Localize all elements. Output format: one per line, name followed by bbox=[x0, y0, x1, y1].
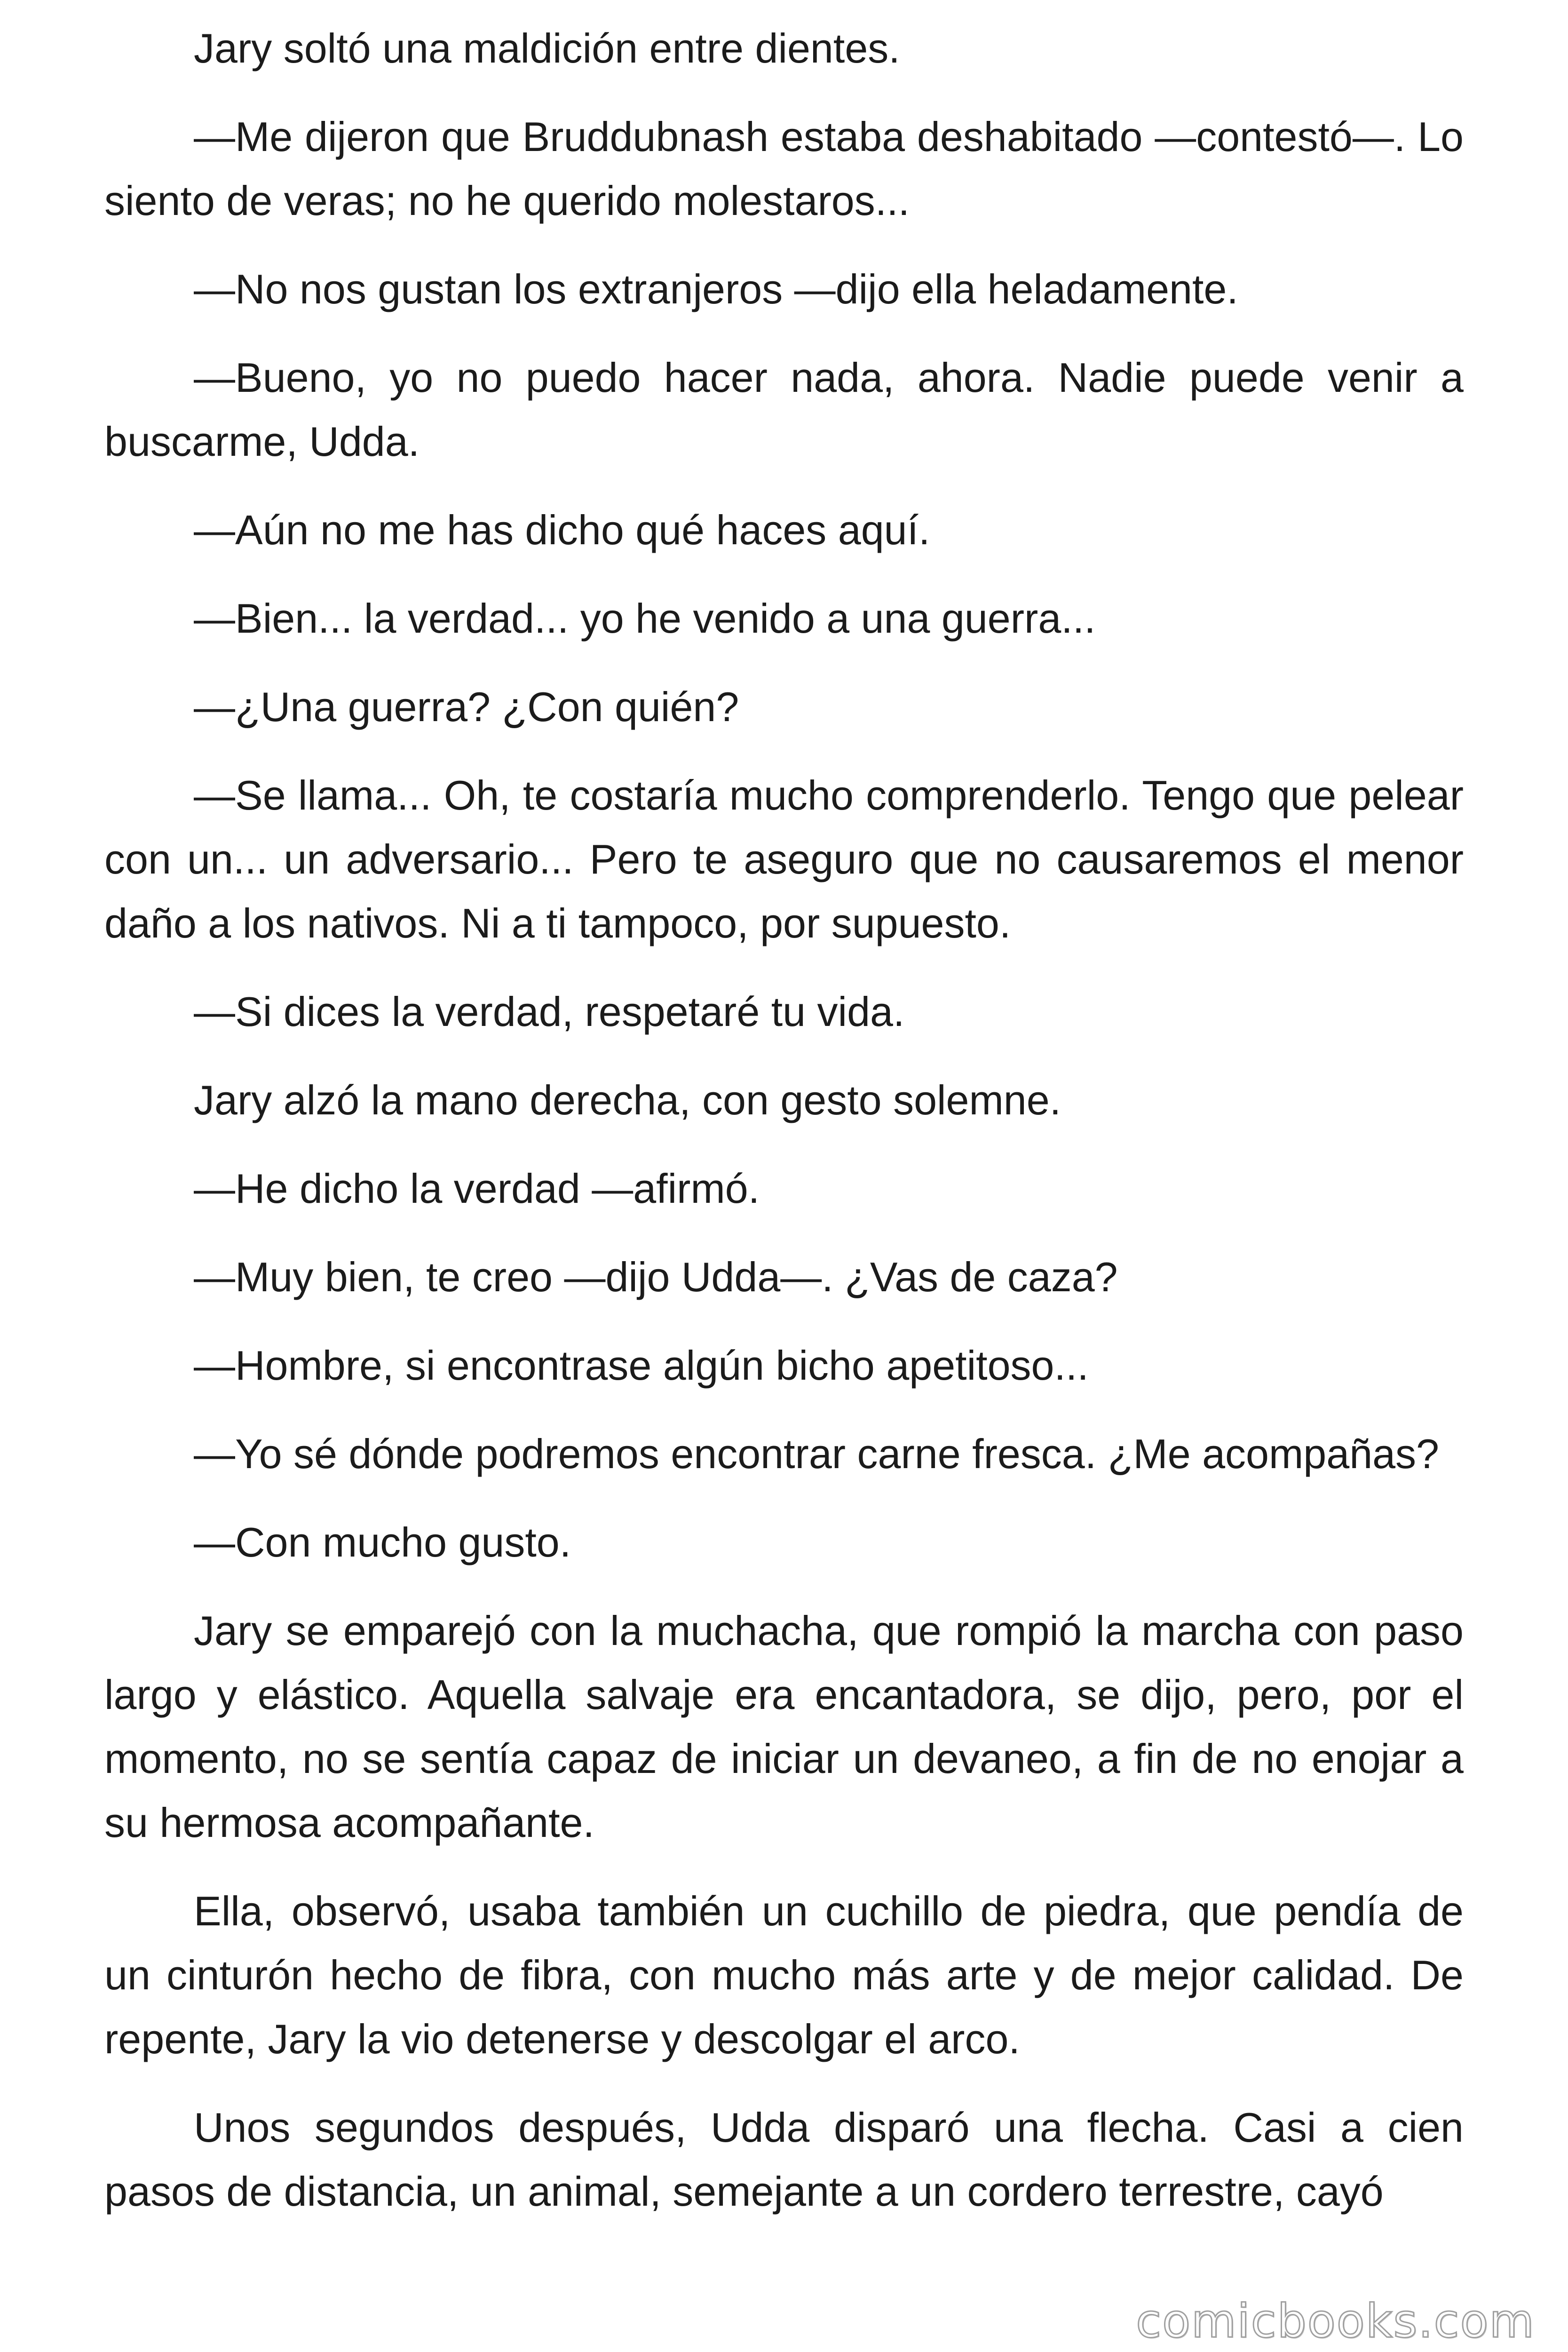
paragraph: —¿Una guerra? ¿Con quién? bbox=[194, 683, 739, 730]
site-watermark: comicbooks.com bbox=[1136, 2295, 1535, 2348]
paragraph: Jary soltó una maldición entre dientes. bbox=[194, 25, 900, 72]
paragraph: —Bien... la verdad... yo he venido a una guerra... bbox=[194, 595, 1096, 642]
paragraph: —Me dijeron que Bruddubnash estaba deshabitado —contestó—. Lo siento de veras; no he querido molestaros... bbox=[104, 113, 1464, 224]
paragraph: —He dicho la verdad —afirmó. bbox=[194, 1165, 760, 1212]
page-body-text bbox=[104, 16, 1464, 2248]
paragraph: —Si dices la verdad, respetaré tu vida. bbox=[194, 988, 905, 1035]
paragraph: —No nos gustan los extranjeros —dijo ella heladamente. bbox=[194, 266, 1238, 312]
paragraph: Unos segundos después, Udda disparó una flecha. Casi a cien pasos de distancia, un animal, semejante a un cordero terrestre, cayó bbox=[104, 2104, 1464, 2215]
paragraph: Ella, observó, usaba también un cuchillo de piedra, que pendía de un cinturón hecho de fibra, con mucho más arte y de mejor calidad. De repente, Jary la vio detenerse y descolgar el arco. bbox=[104, 1888, 1464, 2062]
paragraph: —Muy bien, te creo —dijo Udda—. ¿Vas de caza? bbox=[194, 1254, 1118, 1300]
paragraph: —Bueno, yo no puedo hacer nada, ahora. Nadie puede venir a buscarme, Udda. bbox=[104, 354, 1464, 465]
paragraph: —Con mucho gusto. bbox=[194, 1519, 571, 1565]
paragraph: —Aún no me has dicho qué haces aquí. bbox=[194, 507, 930, 553]
paragraph: Jary alzó la mano derecha, con gesto solemne. bbox=[194, 1077, 1061, 1123]
paragraph: —Hombre, si encontrase algún bicho apetitoso... bbox=[194, 1342, 1089, 1389]
paragraph: —Yo sé dónde podremos encontrar carne fresca. ¿Me acompañas? bbox=[194, 1430, 1439, 1477]
paragraph: Jary se emparejó con la muchacha, que rompió la marcha con paso largo y elástico. Aquella salvaje era encantadora, se dijo, pero, por el momento, no se sentía capaz de iniciar un devaneo, a fin de no enojar a su hermosa acompañante. bbox=[104, 1607, 1464, 1846]
paragraph: —Se llama... Oh, te costaría mucho comprenderlo. Tengo que pelear con un... un adversario... Pero te aseguro que no causaremos el menor daño a los nativos. Ni a ti tampoco, por supuesto. bbox=[104, 772, 1464, 946]
